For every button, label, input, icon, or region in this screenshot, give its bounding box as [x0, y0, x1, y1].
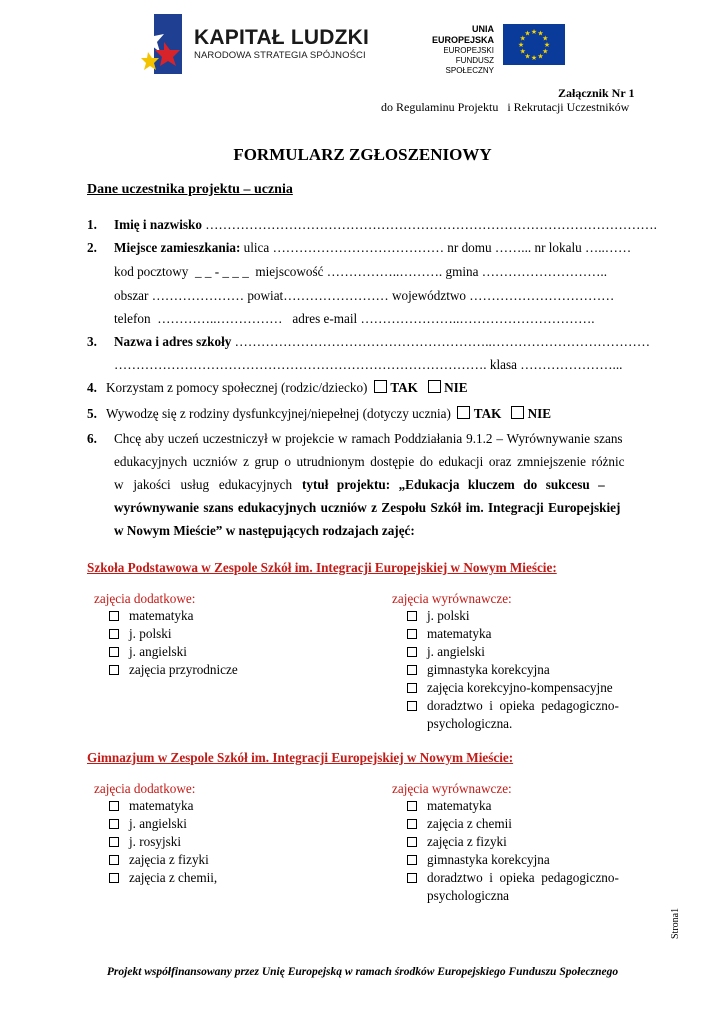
- checkbox[interactable]: [407, 629, 417, 639]
- checkbox[interactable]: [109, 629, 119, 639]
- section-title: Dane uczestnika projektu – ucznia: [87, 182, 293, 197]
- item-label: zajęcia przyrodnicze: [129, 662, 238, 677]
- checkbox[interactable]: [109, 801, 119, 811]
- q2-number: 2.: [87, 240, 97, 255]
- kapital-ludzki-emblem-icon: [140, 8, 192, 78]
- form-title: FORMULARZ ZGŁOSZENIOWY: [233, 145, 492, 164]
- q4-number: 4.: [87, 380, 97, 395]
- q6-line3-start: w jakości usług edukacyjnych: [114, 477, 293, 492]
- eu-star-icon: ★: [537, 52, 544, 61]
- school2-right-title: zajęcia wyrównawcze:: [392, 781, 512, 796]
- eu-star-icon: ★: [519, 47, 526, 56]
- q5-row: [106, 406, 551, 422]
- eu-star-icon: ★: [543, 41, 551, 49]
- school1-heading: Szkoła Podstawowa w Zespole Szkół im. Integracji Europejskiej w Nowym Mieście:: [87, 560, 557, 575]
- q6-line2: edukacyjnych uczniów z grup o utrudnionym dostępie do edukacji oraz zmniejszenie różnic: [114, 454, 625, 469]
- page-number: Strona1: [670, 907, 681, 939]
- eu-line1: EUROPEJSKI: [443, 46, 494, 55]
- q2-row1: [114, 240, 631, 256]
- q1-row: [114, 217, 657, 233]
- q6-line5: w Nowym Mieście” w następujących rodzajach zajęć:: [114, 523, 415, 538]
- item-label: j. polski: [427, 608, 470, 623]
- eu-star-icon: ★: [524, 29, 531, 38]
- street-field[interactable]: ulica ………………………………… nr domu ……... nr lokalu …..……: [240, 240, 632, 255]
- item-label: doradztwo i opieka pedagogiczno-: [427, 698, 619, 713]
- eu-stars-icon: [503, 24, 565, 65]
- item-label-continued: psychologiczna: [427, 888, 510, 903]
- item-label: matematyka: [129, 608, 194, 623]
- school1-left-title: zajęcia dodatkowe:: [94, 591, 196, 606]
- contact-row[interactable]: telefon …………..…………… adres e-mail …………………..………………………….: [114, 311, 595, 326]
- item-label: j. angielski: [129, 644, 187, 659]
- kapital-ludzki-logo: [140, 8, 192, 78]
- page-number-wrap: [670, 895, 684, 945]
- item-label: doradztwo i opieka pedagogiczno-: [427, 870, 619, 885]
- checkbox[interactable]: [407, 611, 417, 621]
- school2-left-title: zajęcia dodatkowe:: [94, 781, 196, 796]
- item-label: gimnastyka korekcyjna: [427, 852, 550, 867]
- item-label: j. rosyjski: [129, 834, 182, 849]
- postal-row[interactable]: kod pocztowy _ _ - _ _ _ miejscowość ……………..………. gmina ………………………..: [114, 264, 608, 279]
- q4-yes-checkbox[interactable]: [374, 380, 387, 393]
- checkbox[interactable]: [109, 837, 119, 847]
- q1-number: 1.: [87, 217, 97, 232]
- eu-star-icon: ★: [519, 34, 526, 43]
- eu-flag: [503, 24, 565, 65]
- checkbox[interactable]: [407, 801, 417, 811]
- eu-star-icon: ★: [542, 34, 549, 43]
- checkbox[interactable]: [407, 665, 417, 675]
- q5-text: Wywodzę się z rodziny dysfunkcyjnej/niepełnej (dotyczy ucznia): [106, 406, 451, 421]
- q3-label: Nazwa i adres szkoły: [114, 334, 232, 349]
- checkbox[interactable]: [407, 873, 417, 883]
- checkbox[interactable]: [407, 837, 417, 847]
- item-label-continued: psychologiczna.: [427, 716, 513, 731]
- school2-heading: Gimnazjum w Zespole Szkół im. Integracji Europejskiej w Nowym Mieście:: [87, 750, 514, 765]
- eu-title: UNIA EUROPEJSKA: [431, 24, 494, 45]
- item-label: zajęcia korekcyjno-kompensacyjne: [427, 680, 613, 695]
- item-label: matematyka: [427, 798, 492, 813]
- checkbox[interactable]: [407, 647, 417, 657]
- checkbox[interactable]: [109, 647, 119, 657]
- item-label: j. angielski: [129, 816, 187, 831]
- checkbox[interactable]: [407, 701, 417, 711]
- checkbox[interactable]: [407, 855, 417, 865]
- checkbox[interactable]: [109, 855, 119, 865]
- name-field[interactable]: ………………………………………………………………………………………….: [201, 217, 657, 232]
- eu-star-icon: ★: [537, 29, 544, 38]
- item-label: zajęcia z fizyki: [129, 852, 209, 867]
- item-label: j. angielski: [427, 644, 485, 659]
- checkbox[interactable]: [407, 819, 417, 829]
- q4-no-label: NIE: [444, 380, 468, 395]
- school-field[interactable]: …………………………………………………..………………………………: [231, 334, 651, 349]
- q4-text: Korzystam z pomocy społecznej (rodzic/dziecko): [106, 380, 368, 395]
- item-label: matematyka: [129, 798, 194, 813]
- eu-text-block: [414, 24, 494, 76]
- checkbox[interactable]: [407, 683, 417, 693]
- q6-line4: wyrównywanie szans edukacyjnych uczniów z Zespołu Szkół im. Integracji Europejskiej: [114, 500, 621, 515]
- kapital-ludzki-subtitle: NARODOWA STRATEGIA SPÓJNOŚCI: [194, 50, 366, 61]
- school1-right-title: zajęcia wyrównawcze:: [392, 591, 512, 606]
- item-label: zajęcia z chemii: [427, 816, 512, 831]
- attachment-title: Załącznik Nr 1: [558, 86, 635, 100]
- eu-star-icon: ★: [524, 52, 531, 61]
- q4-row: [106, 380, 468, 396]
- q6-line1: Chcę aby uczeń uczestniczył w projekcie w ramach Poddziałania 9.1.2 – Wyrównywanie szans: [114, 431, 623, 446]
- checkbox[interactable]: [109, 873, 119, 883]
- item-label: j. polski: [129, 626, 172, 641]
- q5-yes-checkbox[interactable]: [457, 406, 470, 419]
- q2-label: Miejsce zamieszkania:: [114, 240, 241, 255]
- eu-star-icon: ★: [542, 47, 549, 56]
- eu-line2: FUNDUSZ SPOŁECZNY: [445, 56, 494, 75]
- q4-no-checkbox[interactable]: [428, 380, 441, 393]
- item-label: matematyka: [427, 626, 492, 641]
- eu-star-icon: ★: [517, 41, 525, 49]
- checkbox[interactable]: [109, 819, 119, 829]
- item-label: zajęcia z fizyki: [427, 834, 507, 849]
- school-class-row[interactable]: …………………………………………………………………………. klasa …………………...: [114, 357, 623, 372]
- item-label: zajęcia z chemii,: [129, 870, 218, 885]
- checkbox[interactable]: [109, 665, 119, 675]
- q5-yes-label: TAK: [473, 406, 502, 421]
- q3-row1: [114, 334, 650, 350]
- q5-number: 5.: [87, 406, 97, 421]
- kapital-ludzki-title: KAPITAŁ LUDZKI: [194, 26, 370, 49]
- eu-star-icon: ★: [530, 28, 538, 36]
- q1-label: Imię i nazwisko: [114, 217, 202, 232]
- checkbox[interactable]: [109, 611, 119, 621]
- eu-star-icon: ★: [530, 54, 538, 62]
- attachment-subtitle: do Regulaminu Projektu i Rekrutacji Uczestników: [381, 100, 630, 114]
- q5-no-label: NIE: [527, 406, 552, 421]
- region-row[interactable]: obszar ………………… powiat…………………… województwo ……………………………: [114, 288, 615, 303]
- q6-line3-title: tytuł projektu: „Edukacja kluczem do sukcesu –: [301, 477, 605, 492]
- q4-yes-label: TAK: [390, 380, 418, 395]
- q6-number: 6.: [87, 431, 97, 446]
- q3-number: 3.: [87, 334, 97, 349]
- q5-no-checkbox[interactable]: [511, 406, 524, 419]
- q6-line3: [114, 477, 605, 493]
- footer-text: Projekt współfinansowany przez Unię Europejską w ramach środków Europejskiego Funduszu Społecznego: [106, 966, 619, 978]
- item-label: gimnastyka korekcyjna: [427, 662, 550, 677]
